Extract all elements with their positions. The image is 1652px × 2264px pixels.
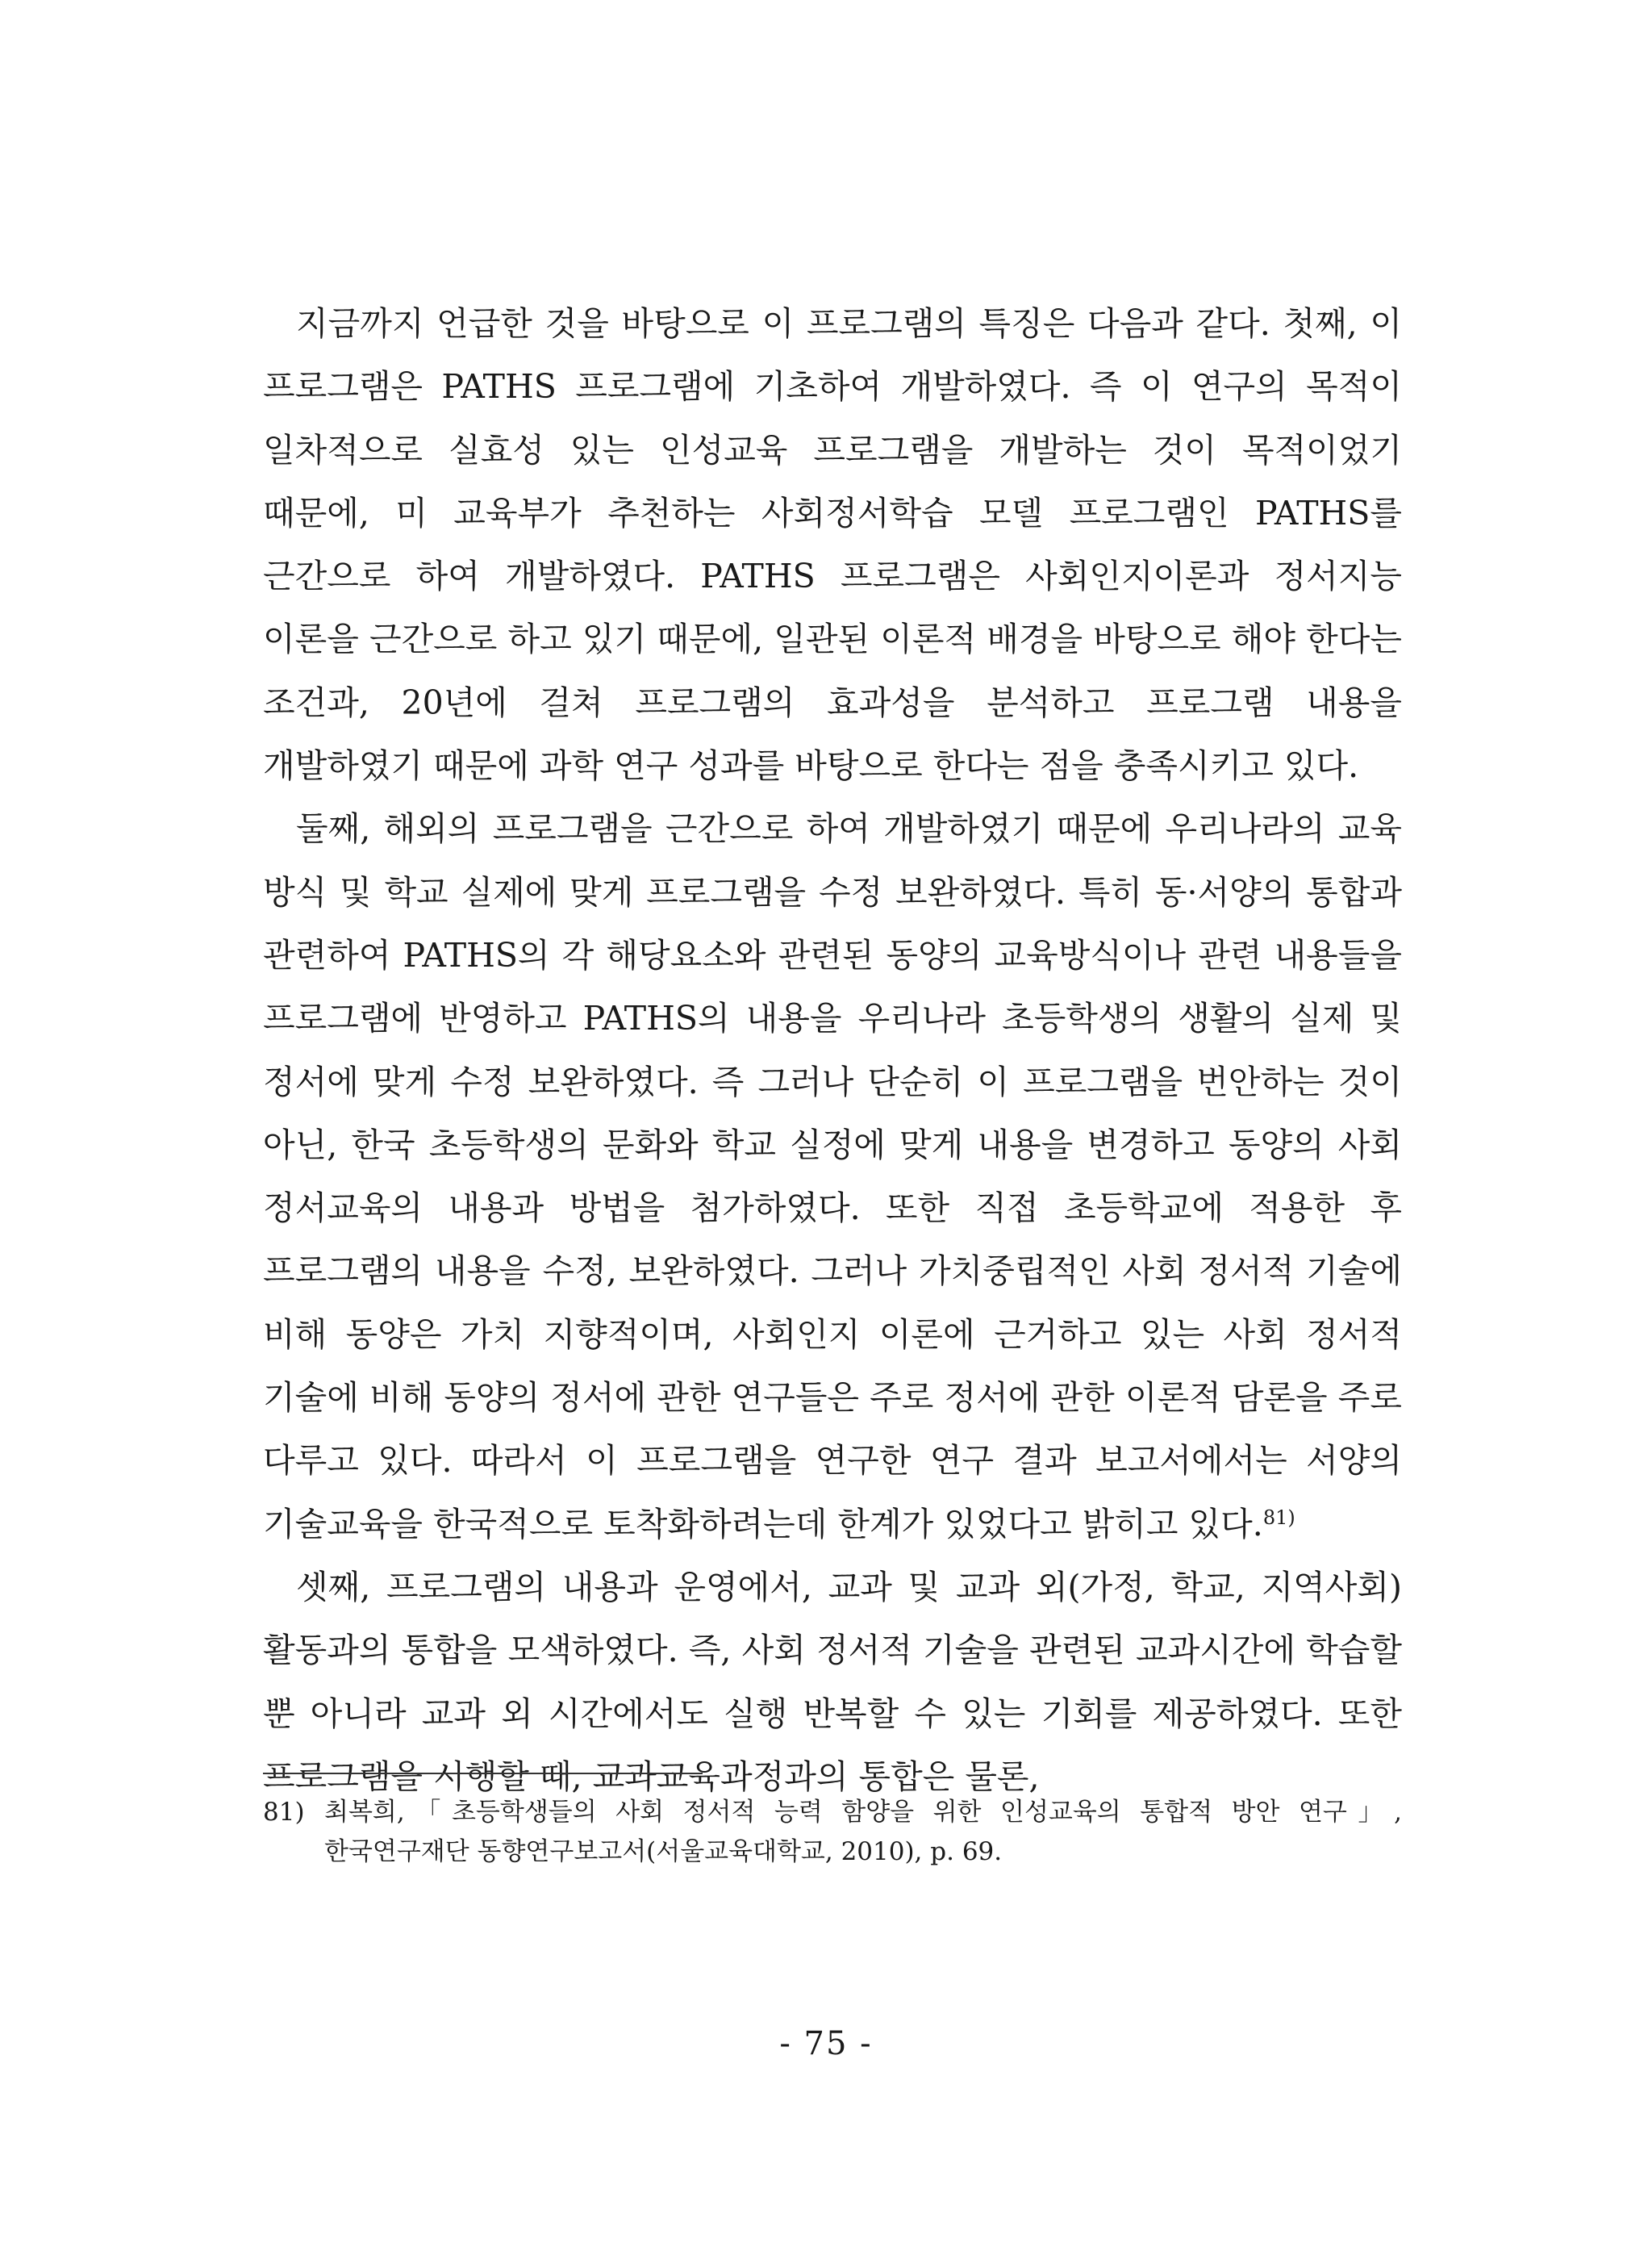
paragraph-3-text: 셋째, 프로그램의 내용과 운영에서, 교과 및 교과 외(가정, 학교, 지역사회)활동과의 통합을 모색하였다. 즉, 사회 정서적 기술을 관련된 교과시간에 학습할 뿐 아니라 교과 외 시간에서도 실행 반복할 수 있는 기회를 제공하였다. 또한 프로그램을 시행할 때, 교과교육과정과의 통합은 물론, xyxy=(263,1567,1402,1796)
body-text xyxy=(263,292,1402,1808)
paragraph-2 xyxy=(263,797,1402,1556)
footnote-81 xyxy=(263,1793,1402,1872)
paragraph-2-text: 둘째, 해외의 프로그램을 근간으로 하여 개발하였기 때문에 우리나라의 교육 방식 및 학교 실제에 맞게 프로그램을 수정 보완하였다. 특히 동·서양의 통합과 관련하여 PATHS의 각 해당요소와 관련된 동양의 교육방식이나 관련 내용들을 프로그램에 반영하고 PATHS의 내용을 우리나라 초등학생의 생활의 실제 및 정서에 맞게 수정 보완하였다. 즉 그러나 단순히 이 프로그램을 번안하는 것이 아닌, 한국 초등학생의 문화와 학교 실정에 맞게 내용을 변경하고 동양의 사회 정서교육의 내용과 방법을 첨가하였다. 또한 직접 초등학교에 적용한 후 프로그램의 내용을 수정, 보완하였다. 그러나 가치중립적인 사회 정서적 기술에 비해 동양은 가치 지향적이며, 사회인지 이론에 근거하고 있는 사회 정서적 기술에 비해 동양의 정서에 관한 연구들은 주로 정서에 관한 이론적 담론을 주로 다루고 있다. 따라서 이 프로그램을 연구한 연구 결과 보고서에서는 서양의 기술교육을 한국적으로 토착화하려는데 한계가 있었다고 밝히고 있다. xyxy=(263,809,1402,1543)
paragraph-1-text: 지금까지 언급한 것을 바탕으로 이 프로그램의 특징은 다음과 같다. 첫째, 이 프로그램은 PATHS 프로그램에 기초하여 개발하였다. 즉 이 연구의 목적이 일차적으로 실효성 있는 인성교육 프로그램을 개발하는 것이 목적이었기 때문에, 미 교육부가 추천하는 사회정서학습 모델 프로그램인 PATHS를 근간으로 하여 개발하였다. PATHS 프로그램은 사회인지이론과 정서지능 이론을 근간으로 하고 있기 때문에, 일관된 이론적 배경을 바탕으로 해야 한다는 조건과, 20년에 걸쳐 프로그램의 효과성을 분석하고 프로그램 내용을 개발하였기 때문에 과학 연구 성과를 바탕으로 한다는 점을 충족시키고 있다. xyxy=(263,304,1402,786)
footnote-ref-81[interactable]: 81) xyxy=(1262,1506,1295,1529)
footnote-divider xyxy=(263,1773,703,1774)
paragraph-1 xyxy=(263,292,1402,797)
page-number: - 75 - xyxy=(779,2025,873,2062)
footnote-number: 81) xyxy=(263,1798,305,1827)
paragraph-3 xyxy=(263,1556,1402,1808)
footnote-text: 최복희,「초등학생들의 사회 정서적 능력 함양을 위한 인성교육의 통합적 방안 연구」, 한국연구재단 동향연구보고서(서울교육대학교, 2010), p. 69. xyxy=(324,1798,1402,1866)
